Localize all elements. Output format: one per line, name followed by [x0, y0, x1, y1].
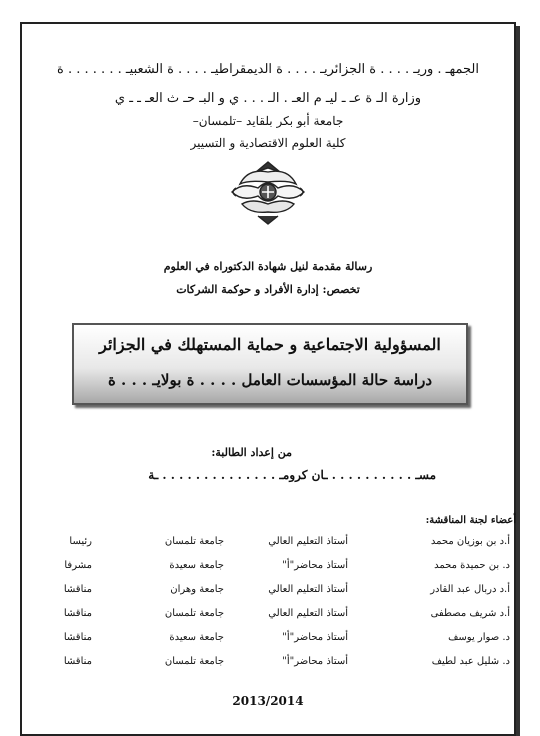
jury-member-name: أ.د شريف مصطفى: [430, 608, 510, 619]
jury-table: [40, 536, 510, 680]
university-emblem-icon: [228, 158, 308, 228]
thesis-title-line2: دراسة حالة المؤسسات العامل . . . . ة بولايـ . . . ة: [107, 371, 433, 389]
thesis-title-box: [72, 323, 468, 405]
jury-member-university: جامعة وهران: [170, 584, 224, 595]
jury-member-university: جامعة تلمسان: [164, 608, 224, 619]
jury-member-name: د. شليل عبد لطيف: [431, 656, 510, 667]
jury-member-name: أ.د دربال عبد القادر: [430, 584, 510, 595]
thesis-specialty: تخصص: إدارة الأفراد و حوكمة الشركات: [176, 283, 360, 296]
jury-row: [40, 656, 510, 680]
jury-member-role: مناقشا: [63, 656, 92, 667]
jury-member-rank: أستاذ التعليم العالي: [268, 536, 348, 547]
jury-member-name: د. بن حميدة محمد: [434, 560, 510, 571]
thesis-purpose: رسالة مقدمة لنيل شهادة الدكتوراه في العلوم: [163, 260, 373, 273]
jury-member-role: مشرفا: [64, 560, 92, 571]
author-name: مسـ . . . . . . . . . . ـان كرومـ . . . . . . . . . . . . . . ـة: [148, 468, 436, 482]
ministry-header: وزارة الـ ة عـ ـ ليـ م العـ . الـ . . . ي و البـ حـ ث العـ ـ ـ ي: [114, 91, 422, 106]
jury-member-role: مناقشا: [63, 632, 92, 643]
jury-row: [40, 536, 510, 560]
jury-row: [40, 560, 510, 584]
jury-row: [40, 608, 510, 632]
jury-row: [40, 632, 510, 656]
jury-member-rank: أستاذ محاضر"أ": [282, 560, 348, 571]
jury-member-university: جامعة تلمسان: [164, 536, 224, 547]
jury-member-rank: أستاذ التعليم العالي: [268, 584, 348, 595]
university-name: جامعة أبو بكر بلقايد –تلمسان–: [192, 114, 344, 128]
jury-member-role: مناقشا: [63, 584, 92, 595]
jury-member-university: جامعة تلمسان: [164, 656, 224, 667]
jury-member-role: رئيسا: [69, 536, 92, 547]
faculty-name: كلية العلوم الاقتصادية و التسيير: [190, 136, 346, 150]
jury-label: أعضاء لجنة المناقشة:: [425, 515, 516, 526]
academic-year: 2013/2014: [232, 694, 304, 708]
jury-member-university: جامعة سعيدة: [169, 632, 224, 643]
republic-header: الجمهـ . وريـ . . . . ة الجزائريـ . . . . ة الديمقراطيـ . . . . ة الشعبيـ . . . . . . . ة: [57, 62, 479, 77]
jury-member-rank: أستاذ التعليم العالي: [268, 608, 348, 619]
jury-member-role: مناقشا: [63, 608, 92, 619]
jury-row: [40, 584, 510, 608]
author-label: من إعداد الطالبة:: [211, 446, 292, 459]
jury-member-rank: أستاذ محاضر"أ": [282, 632, 348, 643]
jury-member-rank: أستاذ محاضر"أ": [282, 656, 348, 667]
thesis-title-line1: المسؤولية الاجتماعية و حماية المستهلك في الجزائر: [99, 335, 441, 354]
jury-member-name: أ.د بن بوزيان محمد: [430, 536, 510, 547]
jury-member-university: جامعة سعيدة: [169, 560, 224, 571]
jury-member-name: د. صوار يوسف: [448, 632, 510, 643]
